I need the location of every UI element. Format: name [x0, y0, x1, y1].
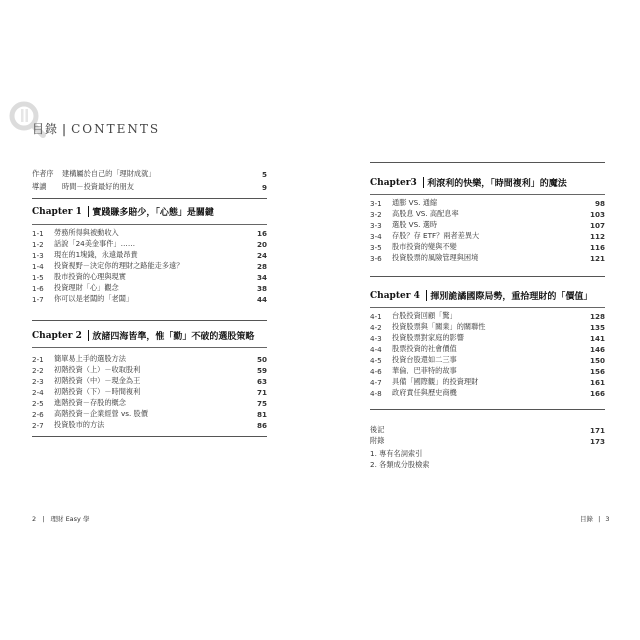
- toc-entry[interactable]: [370, 198, 605, 208]
- entry-title: 投資股票的風險管理與困境: [392, 253, 479, 262]
- chapter-number: Chapter 1: [32, 206, 82, 217]
- entry-page: 59: [256, 365, 267, 375]
- entry-title: 建構屬於自己的「理財成就」: [62, 169, 156, 178]
- entry-num: 4-8: [370, 388, 382, 398]
- toc-entry-preface[interactable]: [32, 169, 267, 179]
- entry-title: 高股息 VS. 高配息率: [392, 209, 459, 218]
- toc-entry[interactable]: [370, 388, 605, 398]
- toc-entry[interactable]: [370, 220, 605, 230]
- toc-entry[interactable]: [32, 420, 267, 430]
- toc-entry[interactable]: [370, 366, 605, 376]
- toc-entry[interactable]: [370, 355, 605, 365]
- entry-title: 初階投資（上）－收取股利: [54, 365, 141, 374]
- entry-title: 台股投資回顧「驚」: [392, 311, 457, 320]
- toc-entry[interactable]: [370, 231, 605, 241]
- entry-page: 75: [256, 398, 267, 408]
- entry-page: 16: [256, 228, 267, 238]
- chapter-title: 放諸四海皆準，惟「勤」不破的選股策略: [92, 332, 255, 342]
- entry-num: 2-3: [32, 376, 44, 386]
- entry-num: 3-6: [370, 253, 382, 263]
- entry-title: 附錄: [370, 436, 385, 445]
- entry-num: 1-2: [32, 239, 44, 249]
- entry-page: 38: [256, 283, 267, 293]
- entry-page: 24: [256, 250, 267, 260]
- entry-page: 146: [589, 344, 605, 354]
- footer-section-label: 目錄: [580, 515, 593, 523]
- toc-entry[interactable]: [32, 261, 267, 271]
- entry-page: 112: [589, 231, 605, 241]
- toc-entry[interactable]: [32, 398, 267, 408]
- chapter-rule: [370, 194, 605, 195]
- section-rule: [32, 320, 267, 321]
- entry-num: 2-7: [32, 420, 44, 430]
- chapter-rule: [32, 347, 267, 348]
- toc-entry[interactable]: [32, 294, 267, 304]
- chapter-rule: [32, 224, 267, 225]
- entry-num: 3-2: [370, 209, 382, 219]
- chapter-divider: [88, 330, 90, 341]
- entry-title: 具備「國際觀」的投資理財: [392, 377, 479, 386]
- entry-title: 你可以是老闆的「老闆」: [54, 294, 134, 303]
- chapter-title: 揮別詭譎國際局勢，重拾理財的「價值」: [430, 292, 593, 302]
- entry-num: 4-6: [370, 366, 382, 376]
- entry-title: 簡單易上手的選股方法: [54, 354, 126, 363]
- toc-entry[interactable]: [370, 377, 605, 387]
- entry-title: 話說「24美金事件」……: [54, 239, 136, 248]
- toc-heading-cn: 目錄: [32, 122, 59, 136]
- entry-page: 128: [589, 311, 605, 321]
- toc-entry-appendix[interactable]: [370, 436, 605, 446]
- chapter-4-heading[interactable]: [370, 289, 592, 302]
- chapter-3-heading[interactable]: [370, 176, 567, 189]
- entry-page: 116: [589, 242, 605, 252]
- entry-num: 2-1: [32, 354, 44, 364]
- entry-title: 投資台股還如二三事: [392, 355, 457, 364]
- entry-page: 44: [256, 294, 267, 304]
- entry-page: 150: [589, 355, 605, 365]
- entry-page: 9: [261, 182, 267, 192]
- toc-entry-afterword[interactable]: [370, 425, 605, 435]
- chapter-2-heading[interactable]: [32, 329, 254, 342]
- footer-divider: |: [598, 515, 601, 523]
- toc-entry[interactable]: [32, 239, 267, 249]
- entry-page: 20: [256, 239, 267, 249]
- toc-entry[interactable]: [370, 209, 605, 219]
- entry-num: 4-1: [370, 311, 382, 321]
- toc-entry[interactable]: [32, 272, 267, 282]
- entry-title: 勞務所得與被動收入: [54, 228, 119, 237]
- entry-title: 投資股票對家庭的影響: [392, 333, 464, 342]
- chapter-title: 利滾利的快樂，「時間複利」的魔法: [427, 179, 567, 189]
- entry-num: 2-6: [32, 409, 44, 419]
- entry-page: 141: [589, 333, 605, 343]
- entry-page: 28: [256, 261, 267, 271]
- section-rule: [32, 436, 267, 437]
- left-page-number: 2: [32, 515, 37, 523]
- entry-title: 投資股市的方法: [54, 420, 105, 429]
- toc-entry-intro[interactable]: [32, 182, 267, 192]
- entry-page: 86: [256, 420, 267, 430]
- entry-num: 3-3: [370, 220, 382, 230]
- entry-page: 166: [589, 388, 605, 398]
- entry-title: 股票投資的社會價值: [392, 344, 457, 353]
- appendix-item[interactable]: 2. 各類成分股檢索: [370, 460, 430, 469]
- toc-heading-en: CONTENTS: [71, 122, 161, 136]
- entry-page: 71: [256, 387, 267, 397]
- entry-num: 3-1: [370, 198, 382, 208]
- section-rule: [370, 162, 605, 163]
- entry-num: 2-2: [32, 365, 44, 375]
- entry-title: 初階投資（下）－時間複利: [54, 387, 141, 396]
- appendix-item[interactable]: 1. 專有名詞索引: [370, 449, 423, 458]
- entry-page: 50: [256, 354, 267, 364]
- entry-page: 34: [256, 272, 267, 282]
- toc-entry[interactable]: [32, 250, 267, 260]
- toc-heading: [32, 120, 160, 137]
- entry-page: 63: [256, 376, 267, 386]
- entry-num: 2-5: [32, 398, 44, 408]
- entry-num: 4-4: [370, 344, 382, 354]
- entry-page: 135: [589, 322, 605, 332]
- entry-num: 4-7: [370, 377, 382, 387]
- entry-num: 4-3: [370, 333, 382, 343]
- toc-entry[interactable]: [32, 387, 267, 397]
- chapter-number: Chapter3: [370, 177, 417, 188]
- chapter-number: Chapter 4: [370, 290, 420, 301]
- toc-entry[interactable]: [32, 409, 267, 419]
- entry-page: 103: [589, 209, 605, 219]
- entry-title: 後記: [370, 425, 385, 434]
- toc-entry[interactable]: [32, 354, 267, 364]
- entry-label: 導讀: [32, 182, 47, 191]
- entry-page: 121: [589, 253, 605, 263]
- toc-entry[interactable]: [370, 322, 605, 332]
- section-rule: [370, 409, 605, 410]
- toc-entry[interactable]: [370, 344, 605, 354]
- right-page-number: 3: [605, 515, 610, 523]
- entry-page: 98: [594, 198, 605, 208]
- entry-title: 華倫．巴菲特的故事: [392, 366, 457, 375]
- book-title: 理財 Easy 學: [50, 515, 90, 523]
- chapter-rule: [370, 307, 605, 308]
- toc-entry[interactable]: [370, 253, 605, 263]
- toc-entry[interactable]: [370, 311, 605, 321]
- entry-title: 高階投資－企業經營 vs. 股價: [54, 409, 148, 418]
- toc-entry[interactable]: [32, 376, 267, 386]
- entry-num: 1-3: [32, 250, 44, 260]
- entry-title: 投資理財「心」觀念: [54, 283, 119, 292]
- entry-page: 161: [589, 377, 605, 387]
- section-rule: [370, 276, 605, 277]
- entry-page: 5: [261, 169, 267, 179]
- entry-title: 進階投資－存股的概念: [54, 398, 126, 407]
- entry-page: 171: [589, 425, 605, 435]
- footer-divider: |: [42, 515, 45, 523]
- section-rule: [32, 198, 267, 199]
- entry-title: 現在的1塊錢，永遠最昂貴: [54, 250, 138, 259]
- entry-num: 3-4: [370, 231, 382, 241]
- toc-entry[interactable]: [32, 283, 267, 293]
- entry-num: 4-2: [370, 322, 382, 332]
- chapter-title: 實踐賺多賠少，「心態」是關鍵: [92, 208, 214, 218]
- chapter-divider: [88, 206, 90, 217]
- chapter-number: Chapter 2: [32, 330, 82, 341]
- chapter-divider: [426, 290, 428, 301]
- entry-title: 投資視野－決定你的理財之路能走多遠？: [54, 261, 184, 270]
- entry-page: 107: [589, 220, 605, 230]
- entry-title: 投資股票與「關業」的關聯性: [392, 322, 486, 331]
- entry-page: 81: [256, 409, 267, 419]
- entry-title: 政府責任與歷史商機: [392, 388, 457, 397]
- chapter-1-heading[interactable]: [32, 205, 214, 218]
- entry-title: 股市投資的變與不變: [392, 242, 457, 251]
- entry-num: 2-4: [32, 387, 44, 397]
- entry-num: 1-5: [32, 272, 44, 282]
- entry-label: 作者序: [32, 169, 54, 178]
- chapter-divider: [423, 177, 425, 188]
- entry-title: 初階投資（中）－現金為王: [54, 376, 141, 385]
- entry-num: 1-7: [32, 294, 44, 304]
- entry-num: 1-6: [32, 283, 44, 293]
- toc-entry[interactable]: [370, 242, 605, 252]
- entry-num: 3-5: [370, 242, 382, 252]
- entry-page: 173: [589, 436, 605, 446]
- right-page-footer: [580, 514, 610, 523]
- toc-heading-divider: |: [62, 122, 68, 136]
- left-page-footer: [32, 514, 89, 523]
- entry-num: 1-4: [32, 261, 44, 271]
- entry-title: 選股 VS. 選時: [392, 220, 438, 229]
- toc-entry[interactable]: [32, 228, 267, 238]
- toc-entry[interactable]: [370, 333, 605, 343]
- entry-page: 156: [589, 366, 605, 376]
- entry-num: 1-1: [32, 228, 44, 238]
- entry-title: 股市投資的心理與現實: [54, 272, 126, 281]
- entry-title: 時間－投資最好的朋友: [62, 182, 134, 191]
- entry-title: 存股？存 ETF？兩者差異大: [392, 231, 480, 240]
- toc-entry[interactable]: [32, 365, 267, 375]
- entry-title: 通膨 VS. 通縮: [392, 198, 438, 207]
- entry-num: 4-5: [370, 355, 382, 365]
